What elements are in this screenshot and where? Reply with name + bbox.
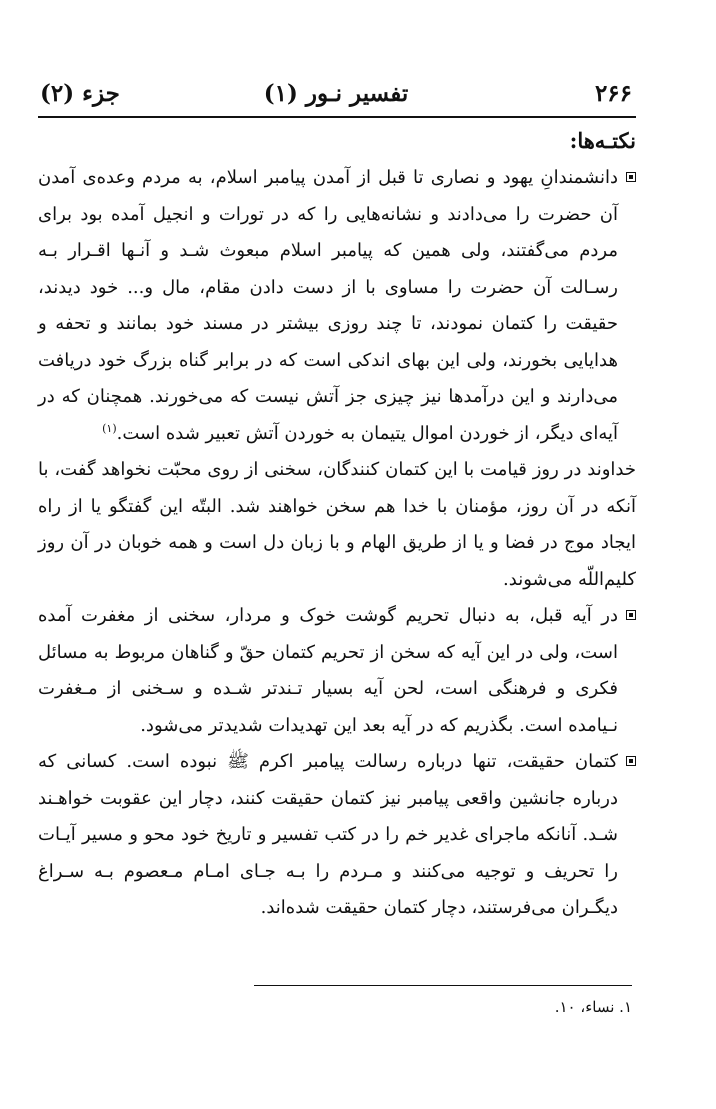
part-label: جزء (۲): [40, 80, 120, 107]
page-body: [38, 122, 636, 927]
page-number: ۲۶۶: [594, 80, 632, 107]
paragraph-3: [38, 598, 636, 744]
bullet-square-icon: [629, 759, 633, 763]
header-rule: [38, 116, 636, 118]
bullet-square-icon: [629, 613, 633, 617]
paragraph-2: [38, 452, 636, 598]
footnote-1: ۱. نساء، ۱۰.: [554, 998, 632, 1016]
bullet-square-icon: [629, 175, 633, 179]
footnote-ref: (۱): [102, 421, 117, 435]
footnote-rule: [254, 985, 632, 986]
paragraph-4: [38, 744, 636, 927]
paragraph-4-text: کتمان حقیقت، تنها درباره رسالت پیامبر اکرم ﷺ نبوده است. کسانی که درباره جانشین واقعی پیامبر نیز کتمان حقیقت کنند، دچار این عقوبت خواهـند شـد. آنانکه ماجرای غدیر خم را در کتب تفسیر و تاریخ خود محو و مسیر آیـات را تحریف و توجیه می‌کنند و مـردم را بـه جـای امـام مـعصوم بـه سـراغ دیگـران می‌فرستند، دچار کتمان حقیقت شده‌اند.: [38, 751, 618, 918]
paragraph-1: [38, 160, 636, 452]
paragraph-3-text: در آیه قبل، به دنبال تحریم گوشت خوک و مردار، سخنی از مغفرت آمده است، ولی در این آیه که سخن از تحریم کتمان حقّ و گناهان مربوط به مسائل فکری و فرهنگی است، لحن آیه بسیار تـندتر شـده و سـخنی از مـغفرت نـیامده است. بگذریم که در آیه بعد این تهدیدات شدیدتر می‌شود.: [38, 605, 618, 736]
section-heading: نکتـه‌ها:: [569, 128, 636, 153]
book-title: تفسیر نـور (۱): [263, 80, 409, 107]
paragraph-1-text: دانشمندانِ یهود و نصاری تا قبل از آمدن پیامبر اسلام، به مردم وعده‌ی آمدن آن حضرت را می‌دادند و نشانه‌هایی را که در تورات و انجیل آمده بود برای مردم می‌گفتند، ولی همین که پیامبر اسلام مبعوث شـد و آنـها اقـرار بـه رسـالت آن حضرت را مساوی با از دست دادن مقام، مال و... خود دیدند، حقیقت را کتمان نمودند، تا چند روزی بیشتر در مسند خود بمانند و تحفه و هدایایی بخورند، ولی این بهای اندکی است که در برابر گناه بزرگ خود دریافت می‌دارند و این درآمدها نیز چیزی جز آتش نیست که می‌خورند. همچنان که در آیه‌ای دیگر، از خوردن اموال یتیمان به خوردن آتش تعبیر شده است.: [38, 167, 618, 444]
page-header: [40, 78, 632, 112]
paragraph-2-text: خداوند در روز قیامت با این کتمان کنندگان، سخنی از روی محبّت نخواهد گفت، با آنکه در آن روز، مؤمنان با خدا هم سخن خواهند شد. البتّه این گفتگو یا از راه ایجاد موج در فضا و یا از طریق الهام و با زبان دل است و همه خوبان در آن روز کلیم‌اللّه می‌شوند.: [38, 459, 636, 590]
